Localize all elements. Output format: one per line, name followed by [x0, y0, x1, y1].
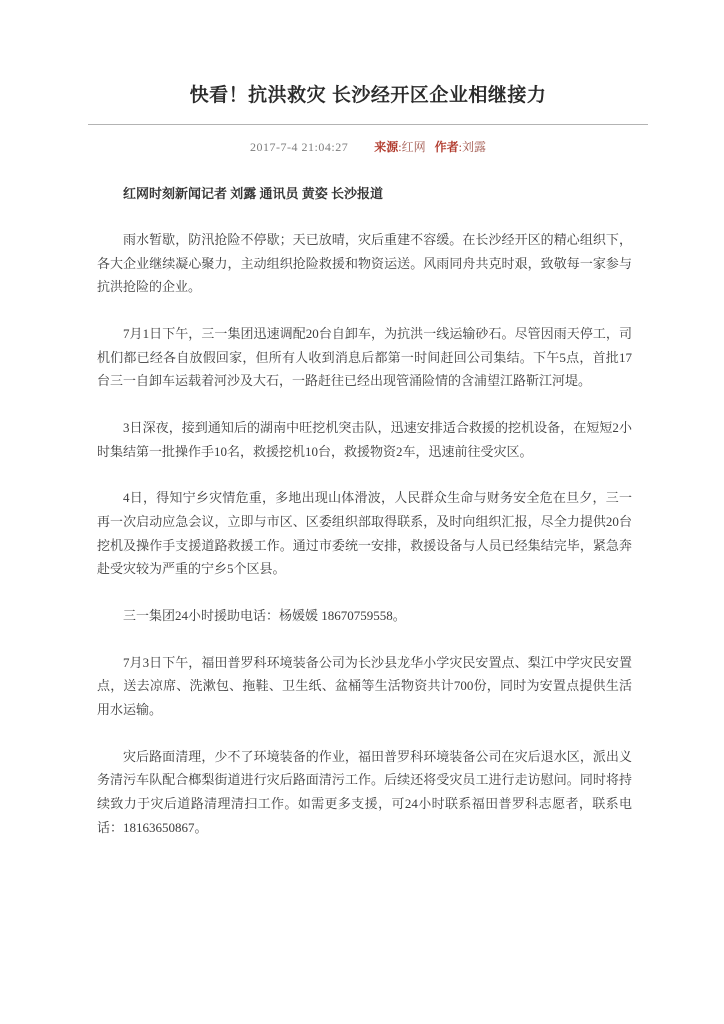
article-paragraph-7: 灾后路面清理，少不了环境装备的作业，福田普罗科环境装备公司在灾后退水区，派出义务清污车队配合榔梨街道进行灾后路面清污工作。后续还将受灾员工进行走访慰问。同时将持续致力于灾后道路清理清扫工作。如需更多支援，可24小时联系福田普罗科志愿者，联系电话：18163650867。: [97, 748, 632, 835]
article-paragraph-3: 3日深夜，接到通知后的湖南中旺挖机突击队，迅速安排适合救援的挖机设备，在短短2小时集结第一批操作手10名，救援挖机10台，救援物资2车，迅速前往受灾区。: [97, 420, 632, 459]
author-value: 刘露: [461, 139, 486, 154]
source-info: [374, 140, 425, 154]
article-paragraph-6: 7月3日下午，福田普罗科环境装备公司为长沙县龙华小学灾民安置点、梨江中学灾民安置点，送去凉席、洗漱包、拖鞋、卫生纸、盆桶等生活物资共计700份，同时为安置点提供生活用水运输。: [97, 654, 632, 717]
article-paragraph-1: 雨水暂歇，防汛抢险不停歇；天已放晴，灾后重建不容缓。在长沙经开区的精心组织下，各大企业继续凝心聚力，主动组织抢险救援和物资运送。风雨同舟共克时艰，致敬每一家参与抗洪抢险的企业。: [97, 232, 632, 295]
source-separator: :: [398, 139, 402, 154]
article-byline: 红网时刻新闻记者 刘露 通讯员 黄姿 长沙报道: [123, 185, 384, 201]
title-divider: [88, 124, 648, 125]
article-title: 快看！抗洪救灾 长沙经开区企业相继接力: [189, 85, 547, 106]
author-label: 作者: [434, 139, 459, 154]
article-container: [88, 0, 648, 839]
source-label: 来源: [374, 139, 399, 154]
article-meta: [88, 138, 648, 156]
article-paragraph-4: 4日，得知宁乡灾情危重，多地出现山体滑波，人民群众生命与财务安全危在旦夕，三一再一次启动应急会议，立即与市区、区委组织部取得联系，及时向组织汇报，尽全力提供20台挖机及操作手支援道路救援工作。通过市委统一安排，救援设备与人员已经集结完毕，紧急奔赴受灾较为严重的宁乡5个区县。: [97, 490, 632, 577]
source-value: 红网: [401, 139, 426, 154]
article-paragraph-5: 三一集团24小时援助电话：杨媛媛 18670759558。: [123, 608, 406, 624]
article-paragraph-2: 7月1日下午，三一集团迅速调配20台自卸车，为抗洪一线运输砂石。尽管因雨天停工，司机们都已经各自放假回家，但所有人收到消息后都第一时间赶回公司集结。下午5点，首批17台三一自卸车运载着河沙及大石，一路赶往已经出现管涌险情的含浦望江路靳江河堤。: [97, 326, 632, 389]
article-body: [88, 182, 648, 840]
author-separator: :: [458, 139, 462, 154]
publish-datetime: 2017-7-4 21:04:27: [250, 139, 349, 154]
author-info: [435, 140, 486, 154]
